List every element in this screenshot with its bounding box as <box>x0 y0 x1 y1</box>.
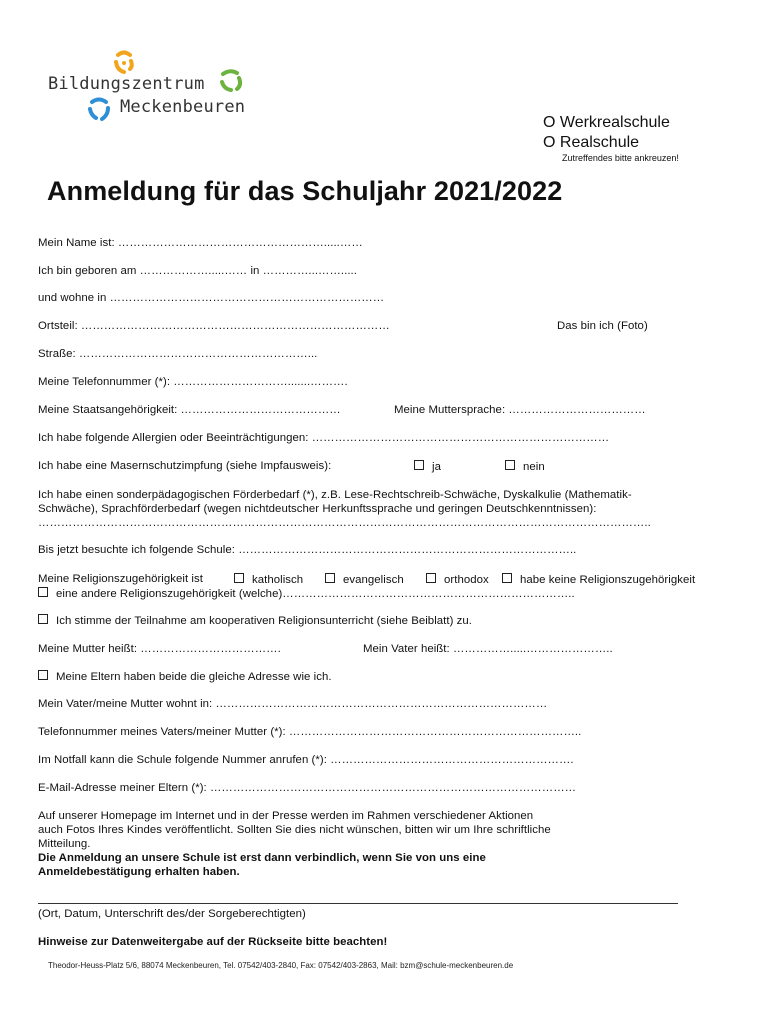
checkbox[interactable] <box>505 460 515 470</box>
religion-other-label: eine andere Religionszugehörigkeit (welche)………………………………………………………………….. <box>56 588 575 600</box>
checkbox[interactable] <box>38 670 48 680</box>
religion-protestant-option[interactable] <box>325 573 404 586</box>
religion-orthodox-label: orthodox <box>444 574 489 586</box>
photo-label: Das bin ich (Foto) <box>557 320 648 332</box>
logo-line-1: Bildungszentrum <box>48 74 205 94</box>
same-address-label: Meine Eltern haben beide die gleiche Adresse wie ich. <box>56 671 332 683</box>
checkbox[interactable] <box>234 573 244 583</box>
religion-other-option[interactable] <box>38 587 575 600</box>
option-hint: Zutreffendes bitte ankreuzen! <box>562 153 679 163</box>
photo-notice-line-2: auch Fotos Ihres Kindes veröffentlicht. Sollten Sie dies nicht wünschen, bitten wir um Ihre schriftliche <box>38 824 551 836</box>
same-address-option[interactable] <box>38 670 332 683</box>
checkbox[interactable] <box>502 573 512 583</box>
special-needs-line-1: Ich habe einen sonderpädagogischen Förderbedarf (*), z.B. Lese-Rechtschreib-Schwäche, Dyskalkulie (Mathematik- <box>38 489 632 501</box>
mother-tongue-field[interactable]: Meine Muttersprache: ……………………………… <box>394 404 646 416</box>
photo-notice-line-3: Mitteilung. <box>38 838 91 850</box>
name-field[interactable]: Mein Name ist: ……………………………………………….....…… <box>38 237 363 249</box>
checkbox[interactable] <box>325 573 335 583</box>
measles-yes-option[interactable] <box>414 460 441 473</box>
school-logo <box>48 48 258 123</box>
mother-name-field[interactable]: Meine Mutter heißt: ………………………………. <box>38 643 281 655</box>
option-werkrealschule[interactable]: O Werkrealschule <box>543 114 670 131</box>
allergies-field[interactable]: Ich habe folgende Allergien oder Beeinträchtigungen: …………………………………………………………………… <box>38 432 610 444</box>
special-needs-field[interactable]: …………………………………………………………………………………………………………………………………………….. <box>38 517 651 529</box>
measles-yes-label: ja <box>432 461 441 473</box>
binding-notice-line-1: Die Anmeldung an unsere Schule ist erst dann verbindlich, wenn Sie von uns eine <box>38 852 486 864</box>
residence-field[interactable]: und wohne in ……………………………………………………………… <box>38 292 385 304</box>
signature-line[interactable] <box>38 903 678 904</box>
religion-orthodox-option[interactable] <box>426 573 489 586</box>
data-transfer-notice: Hinweise zur Datenweitergabe auf der Rückseite bitte beachten! <box>38 936 388 948</box>
religion-none-label: habe keine Religionszugehörigkeit <box>520 574 696 586</box>
checkbox[interactable] <box>38 587 48 597</box>
religion-label: Meine Religionszugehörigkeit ist <box>38 573 203 585</box>
binding-notice-line-2: Anmeldebestätigung erhalten haben. <box>38 866 240 878</box>
page-title: Anmeldung für das Schuljahr 2021/2022 <box>47 176 563 206</box>
religion-protestant-label: evangelisch <box>343 574 404 586</box>
photo-notice-line-1: Auf unserer Homepage im Internet und in der Presse werden im Rahmen verschiedener Aktionen <box>38 810 534 822</box>
birth-field[interactable]: Ich bin geboren am ……………….....…… in …………...……..... <box>38 265 357 277</box>
religion-catholic-label: katholisch <box>252 574 304 586</box>
checkbox[interactable] <box>38 614 48 624</box>
previous-school-field[interactable]: Bis jetzt besuchte ich folgende Schule: …………………………………………………………………………….. <box>38 544 577 556</box>
measles-no-label: nein <box>523 461 545 473</box>
checkbox[interactable] <box>426 573 436 583</box>
religion-none-option[interactable] <box>502 573 695 586</box>
measles-no-option[interactable] <box>505 460 545 473</box>
coop-religion-option[interactable] <box>38 614 472 627</box>
special-needs-line-2: Schwäche), Sprachförderbedarf (wegen nichtdeutscher Herkunftssprache und geringen Deutschkenntnissen): <box>38 503 597 515</box>
leaf-icon <box>218 68 246 94</box>
father-name-field[interactable]: Mein Vater heißt: …………….....………………….. <box>363 643 613 655</box>
street-field[interactable]: Straße: ……………………………………………………... <box>38 348 318 360</box>
measles-label: Ich habe eine Masernschutzimpfung (siehe Impfausweis): <box>38 460 332 472</box>
footer-contact: Theodor-Heuss-Platz 5/6, 88074 Meckenbeuren, Tel. 07542/403-2840, Fax: 07542/403-2863, Mail: bzm@schule-meckenbeuren.de <box>48 961 514 970</box>
district-field[interactable]: Ortsteil: ……………………………………………………………………… <box>38 320 390 332</box>
coop-religion-label: Ich stimme der Teilnahme am kooperativen Religionsunterricht (siehe Beiblatt) zu. <box>56 615 472 627</box>
nationality-field[interactable]: Meine Staatsangehörigkeit: …………………………………… <box>38 404 341 416</box>
parent-address-field[interactable]: Mein Vater/meine Mutter wohnt in: …………………………………………………………………………… <box>38 698 548 710</box>
parent-email-field[interactable]: E-Mail-Adresse meiner Eltern (*): …………………………………………………………………………………… <box>38 782 577 794</box>
signature-caption: (Ort, Datum, Unterschrift des/der Sorgeberechtigten) <box>38 908 306 920</box>
option-realschule[interactable]: O Realschule <box>543 134 640 151</box>
checkbox[interactable] <box>414 460 424 470</box>
parent-phone-field[interactable]: Telefonnummer meines Vaters/meiner Mutter (*): ………………………………………………………………….. <box>38 726 582 738</box>
sun-icon <box>110 50 138 76</box>
logo-line-2: Meckenbeuren <box>120 97 246 117</box>
religion-catholic-option[interactable] <box>234 573 303 586</box>
water-icon <box>86 96 114 122</box>
phone-field[interactable]: Meine Telefonnummer (*): ………………………….......………. <box>38 376 348 388</box>
emergency-phone-field[interactable]: Im Notfall kann die Schule folgende Nummer anrufen (*): ………………………………………………………. <box>38 754 574 766</box>
